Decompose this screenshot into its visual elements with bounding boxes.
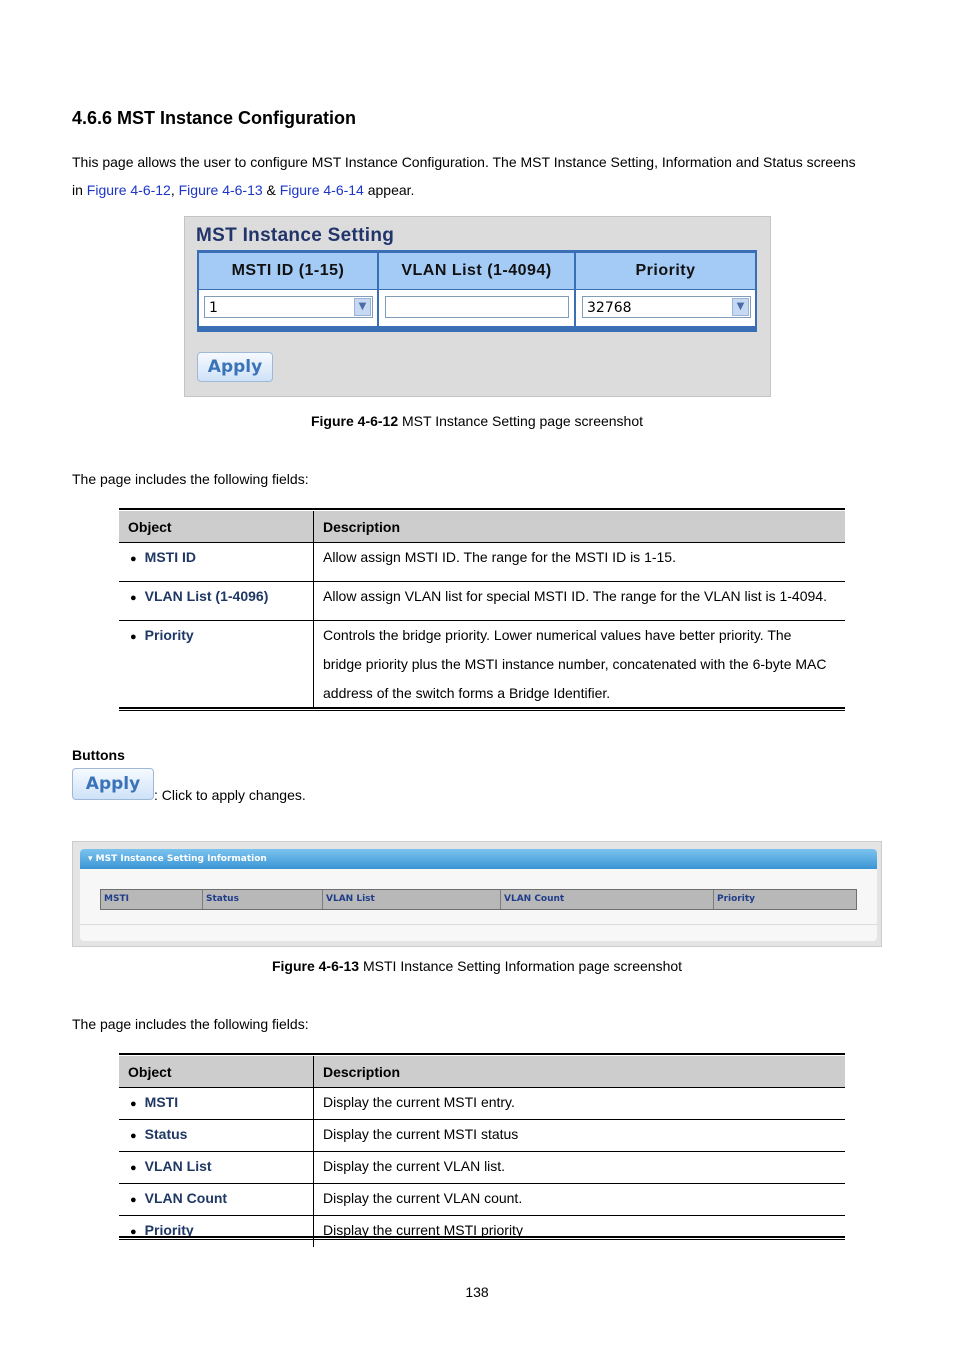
- cell-vlan-list: [379, 290, 574, 326]
- object-cell: [119, 582, 314, 621]
- column-header-object: Object: [119, 511, 314, 543]
- msti-id-value: 1: [209, 300, 218, 316]
- column-header-description: Description: [314, 1056, 846, 1088]
- intro-suffix: appear.: [363, 182, 415, 198]
- fields-table-information: [119, 1056, 845, 1247]
- description-text: bridge priority plus the MSTI instance number, concatenated with the 6-byte MAC: [323, 656, 827, 672]
- caption-figure-number: Figure 4-6-12: [310, 413, 399, 429]
- object-name: Status: [144, 1126, 188, 1142]
- link-figure-4-6-13[interactable]: Figure 4-6-13: [178, 182, 263, 198]
- header-priority: Priority: [576, 253, 755, 289]
- column-vlan-count: VLAN Count: [501, 890, 714, 909]
- header-msti-id: MSTI ID (1-15): [199, 253, 377, 289]
- table-row: [119, 1152, 845, 1184]
- description-cell: Display the current VLAN list.: [314, 1152, 846, 1184]
- bullet-icon: ●: [130, 1130, 137, 1142]
- cell-priority: [576, 290, 755, 326]
- apply-button-description: : Click to apply changes.: [154, 787, 306, 803]
- table-bottom-rule: [119, 1236, 845, 1240]
- cell-msti-id: [199, 290, 377, 326]
- table-row: [119, 543, 845, 582]
- fields-intro: The page includes the following fields:: [72, 471, 309, 487]
- description-cell: Display the current MSTI status: [314, 1120, 846, 1152]
- caption-figure-number: Figure 4-6-13: [271, 958, 360, 974]
- column-vlan-list: VLAN List: [323, 890, 501, 909]
- description-cell: [314, 621, 846, 709]
- description-cell: Display the current MSTI priority: [314, 1216, 846, 1248]
- caption-text: MSTI Instance Setting Information page screenshot: [359, 958, 683, 974]
- priority-value: 32768: [587, 300, 632, 316]
- table-row: [119, 1120, 845, 1152]
- bullet-icon: ●: [130, 631, 137, 643]
- section-title: 4.6.6 MST Instance Configuration: [72, 108, 357, 128]
- mst-instance-information-screenshot: [72, 841, 882, 947]
- object-cell: [119, 1184, 314, 1216]
- bullet-icon: ●: [130, 1226, 137, 1238]
- intro-line-2: [72, 176, 892, 204]
- bullet-icon: ●: [130, 1162, 137, 1174]
- description-text: Allow assign VLAN list for special MSTI ID. The range for the VLAN list is 1-4094.: [323, 588, 827, 604]
- setting-panel-title: MST Instance Setting: [196, 225, 395, 246]
- collapse-arrow-icon[interactable]: ▾: [88, 854, 93, 864]
- column-status: Status: [203, 890, 323, 909]
- description-cell: [314, 543, 846, 582]
- table-row: [119, 621, 845, 709]
- object-cell: [119, 1088, 314, 1120]
- bullet-icon: ●: [130, 1194, 137, 1206]
- intro-line-1: This page allows the user to configure MST Instance Configuration. The MST Instance Setting, Information and Status screens: [72, 154, 856, 170]
- apply-button-sample[interactable]: Apply: [72, 768, 154, 800]
- msti-id-select[interactable]: [204, 296, 373, 318]
- table-row: [119, 1216, 845, 1248]
- table-row: [119, 1088, 845, 1120]
- intro-prefix: in: [72, 182, 87, 198]
- chevron-down-icon[interactable]: ▼: [354, 298, 371, 316]
- intro-paragraph: [72, 148, 892, 204]
- bullet-icon: ●: [130, 592, 137, 604]
- link-figure-4-6-14[interactable]: Figure 4-6-14: [279, 182, 364, 198]
- table-row: [119, 582, 845, 621]
- chevron-down-icon[interactable]: ▼: [732, 298, 749, 316]
- fields-table-setting: [119, 511, 845, 708]
- buttons-heading: Buttons: [72, 747, 125, 763]
- column-header-object: Object: [119, 1056, 314, 1088]
- object-name: Priority: [144, 627, 194, 643]
- object-name: VLAN Count: [144, 1190, 228, 1206]
- object-cell: [119, 1120, 314, 1152]
- bullet-icon: ●: [130, 1098, 137, 1110]
- information-panel-title: MST Instance Setting Information: [95, 854, 267, 864]
- page-number: 138: [465, 1284, 489, 1300]
- object-cell: [119, 1216, 314, 1248]
- object-cell: [119, 1152, 314, 1184]
- apply-button[interactable]: Apply: [197, 352, 273, 382]
- intro-sep-2: &: [262, 182, 280, 198]
- object-name: Priority: [144, 1222, 194, 1238]
- description-text: Allow assign MSTI ID. The range for the MSTI ID is 1-15.: [323, 549, 676, 565]
- link-figure-4-6-12[interactable]: Figure 4-6-12: [86, 182, 171, 198]
- description-cell: [314, 582, 846, 621]
- caption-text: MST Instance Setting page screenshot: [398, 413, 644, 429]
- information-table-header: [100, 889, 857, 910]
- column-msti: MSTI: [101, 890, 203, 909]
- figure-caption-4-6-12: [0, 413, 954, 429]
- column-priority: Priority: [714, 890, 856, 909]
- table-row: [119, 1184, 845, 1216]
- divider: [80, 924, 877, 925]
- priority-select[interactable]: [582, 296, 751, 318]
- object-cell: [119, 621, 314, 709]
- description-text: address of the switch forms a Bridge Identifier.: [323, 685, 611, 701]
- fields-intro: The page includes the following fields:: [72, 1016, 309, 1032]
- figure-caption-4-6-13: [0, 958, 954, 974]
- information-panel: [80, 849, 877, 941]
- vlan-list-input[interactable]: [385, 296, 569, 318]
- description-text: Controls the bridge priority. Lower numerical values have better priority. The: [323, 627, 792, 643]
- intro-sep-1: ,: [170, 182, 179, 198]
- mst-instance-setting-screenshot: [184, 216, 771, 397]
- description-cell: Display the current VLAN count.: [314, 1184, 846, 1216]
- object-name: MSTI ID: [144, 549, 196, 565]
- object-name: VLAN List: [144, 1158, 212, 1174]
- bullet-icon: ●: [130, 553, 137, 565]
- header-vlan-list: VLAN List (1-4094): [379, 253, 574, 289]
- object-cell: [119, 543, 314, 582]
- table-bottom-rule: [119, 707, 845, 711]
- information-panel-bar: [80, 849, 877, 869]
- object-name: VLAN List (1-4096): [144, 588, 269, 604]
- description-cell: Display the current MSTI entry.: [314, 1088, 846, 1120]
- column-header-description: Description: [314, 511, 846, 543]
- object-name: MSTI: [144, 1094, 179, 1110]
- setting-table: [197, 250, 757, 332]
